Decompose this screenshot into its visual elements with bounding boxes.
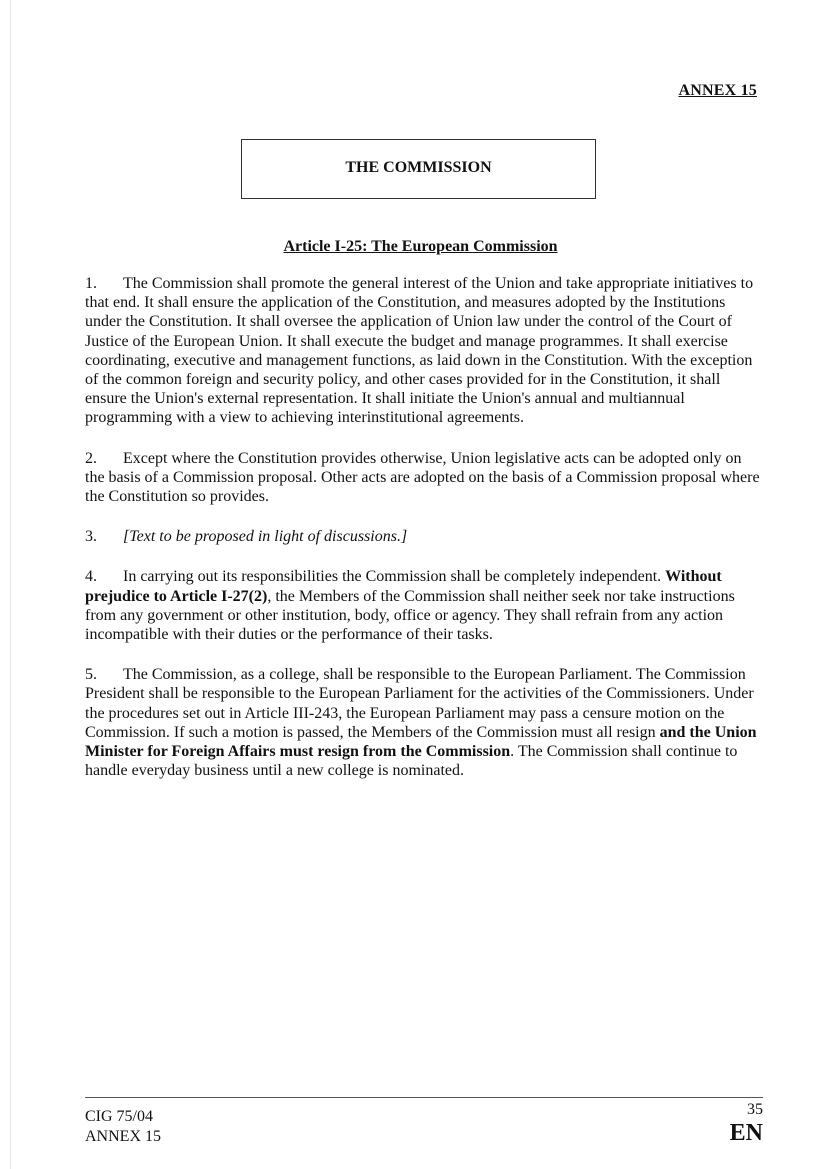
language-code: EN [729, 1120, 763, 1146]
section-title-box [241, 139, 596, 199]
paragraph-text: The Commission shall promote the general interest of the Union and take appropriate initiatives to that end. It shall ensure the application of the Constitution, and measures adopted by the Institutions under the Constitution. It shall oversee the application of Union law under the control of the Court of Justice of the European Union. It shall execute the budget and manage programmes. It shall exercise coordinating, executive and management functions, as laid down in the Constitution. With the exception of the common foreign and security policy, and other cases provided for in the Constitution, it shall ensure the Union's external representation. It shall initiate the Union's annual and multiannual programming with a view to achieving interinstitutional agreements. [85, 275, 754, 427]
footer-page-info [730, 1100, 763, 1146]
paragraph-number: 4. [85, 568, 97, 586]
section-title: THE COMMISSION [345, 159, 492, 176]
paragraph-3 [85, 527, 763, 546]
footer-doc-ref: CIG 75/04 [85, 1108, 153, 1125]
paragraph-number: 5. [85, 666, 97, 684]
paragraph-2 [85, 449, 763, 507]
footer-divider [85, 1097, 763, 1098]
paragraph-bold-text: and the Union Minister for Foreign Affairs must resign from the Commission [85, 723, 757, 761]
page-edge-line [10, 0, 11, 1169]
paragraph-text-start: The Commission, as a college, shall be responsible to the European Parliament. The Commission President shall be responsible to the European Parliament for the activities of the Commissioners. Under the procedures set out in Article III-243, the European Parliament may pass a censure motion on the Commission. If such a motion is passed, the Members of the Commission must all resign [85, 666, 754, 741]
paragraph-number: 1. [85, 275, 97, 292]
paragraph-1 [85, 274, 763, 428]
paragraph-text-end: . The Commission shall continue to handle everyday business until a new college is nominated. [85, 743, 738, 780]
paragraph-text-start: In carrying out its responsibilities the Commission shall be completely independent. [123, 568, 666, 586]
paragraph-bold-text: Without prejudice to Article I-27(2) [85, 568, 722, 605]
footer-reference [85, 1107, 161, 1147]
article-body [85, 274, 763, 801]
paragraph-number: 3. [85, 528, 97, 546]
article-heading: Article I-25: The European Commission [283, 238, 558, 255]
footer-annex: ANNEX 15 [85, 1128, 161, 1145]
annex-label: ANNEX 15 [678, 82, 757, 99]
paragraph-number: 2. [85, 449, 97, 467]
paragraph-5 [85, 665, 763, 780]
paragraph-text: [Text to be proposed in light of discussions.] [123, 528, 408, 546]
paragraph-text-end: , the Members of the Commission shall neither seek nor take instructions from any government or other institution, body, office or agency. They shall refrain from any action incompatible with their duties or the performance of their tasks. [85, 587, 735, 644]
paragraph-4 [85, 567, 763, 644]
paragraph-text: Except where the Constitution provides otherwise, Union legislative acts can be adopted only on the basis of a Commission proposal. Other acts are adopted on the basis of a Commission proposal where the Constitution so provides. [85, 449, 760, 506]
page-number: 35 [747, 1101, 763, 1118]
